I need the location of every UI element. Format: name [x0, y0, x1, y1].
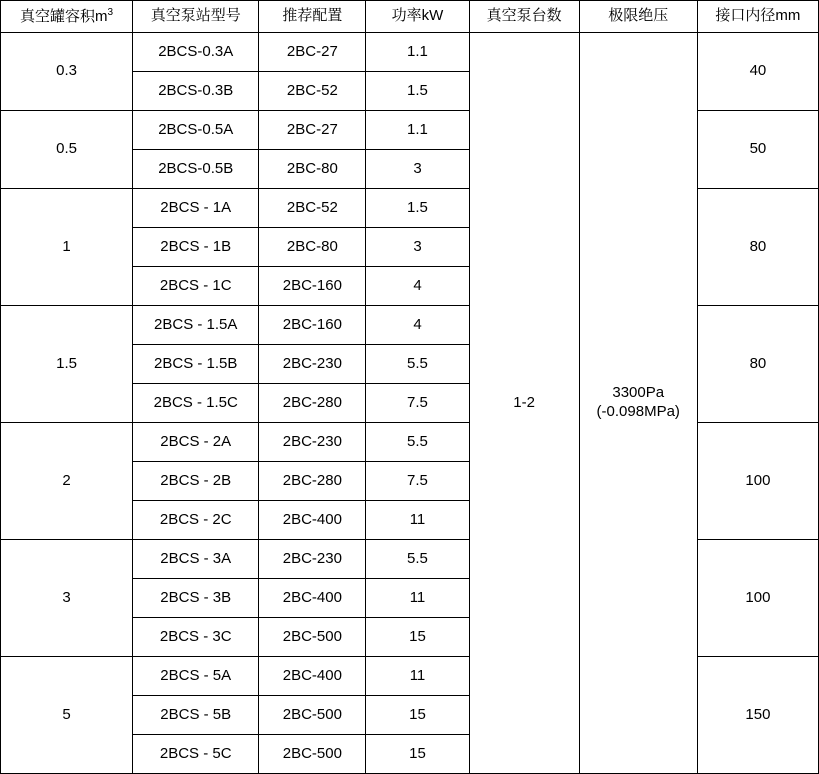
- cell-power: 15: [366, 696, 469, 735]
- cell-config: 2BC-160: [259, 306, 366, 345]
- cell-power: 11: [366, 657, 469, 696]
- cell-config: 2BC-400: [259, 501, 366, 540]
- cell-power: 11: [366, 501, 469, 540]
- cell-volume: 3: [1, 540, 133, 657]
- cell-diameter: 40: [697, 33, 818, 111]
- cell-power: 4: [366, 267, 469, 306]
- cell-model: 2BCS - 2B: [133, 462, 259, 501]
- header-cell-volume: [1, 1, 133, 33]
- cell-model: 2BCS-0.5A: [133, 111, 259, 150]
- cell-power: 7.5: [366, 462, 469, 501]
- cell-power: 5.5: [366, 423, 469, 462]
- header-cell-pump-count: 真空泵台数: [469, 1, 579, 33]
- header-cell-model: 真空泵站型号: [133, 1, 259, 33]
- cell-volume: 2: [1, 423, 133, 540]
- cell-volume: 5: [1, 657, 133, 774]
- cell-power: 5.5: [366, 540, 469, 579]
- table-body: [1, 33, 819, 774]
- cell-model: 2BCS - 1.5C: [133, 384, 259, 423]
- cell-power: 15: [366, 618, 469, 657]
- cell-diameter: 150: [697, 657, 818, 774]
- cell-config: 2BC-500: [259, 696, 366, 735]
- cell-power: 3: [366, 228, 469, 267]
- pressure-gauge-value: (-0.098MPa): [596, 403, 680, 420]
- cell-power: 1.1: [366, 111, 469, 150]
- cell-diameter: 100: [697, 423, 818, 540]
- cell-volume: 0.5: [1, 111, 133, 189]
- header-cell-config: 推荐配置: [259, 1, 366, 33]
- cell-model: 2BCS - 5B: [133, 696, 259, 735]
- table-row: [1, 33, 819, 72]
- cell-config: 2BC-52: [259, 189, 366, 228]
- pressure-value: 3300Pa: [612, 384, 665, 402]
- cell-power: 1.5: [366, 189, 469, 228]
- cell-diameter: 100: [697, 540, 818, 657]
- cell-model: 2BCS - 1A: [133, 189, 259, 228]
- cell-model: 2BCS - 1B: [133, 228, 259, 267]
- cell-config: 2BC-230: [259, 540, 366, 579]
- cell-config: 2BC-400: [259, 657, 366, 696]
- table-header: [1, 1, 819, 33]
- cell-model: 2BCS - 3C: [133, 618, 259, 657]
- header-sup-volume: 3: [107, 6, 114, 18]
- cell-config: 2BC-500: [259, 735, 366, 774]
- cell-model: 2BCS - 3A: [133, 540, 259, 579]
- cell-model: 2BCS - 5A: [133, 657, 259, 696]
- cell-config: 2BC-27: [259, 111, 366, 150]
- cell-config: 2BC-280: [259, 384, 366, 423]
- cell-diameter: 50: [697, 111, 818, 189]
- cell-config: 2BC-230: [259, 345, 366, 384]
- cell-power: 15: [366, 735, 469, 774]
- cell-diameter: 80: [697, 306, 818, 423]
- header-cell-pressure: 极限绝压: [579, 1, 697, 33]
- cell-config: 2BC-27: [259, 33, 366, 72]
- header-label-volume: 真空罐容积m: [20, 7, 108, 25]
- cell-model: 2BCS - 2C: [133, 501, 259, 540]
- cell-config: 2BC-160: [259, 267, 366, 306]
- header-cell-diameter: 接口内径mm: [697, 1, 818, 33]
- cell-model: 2BCS-0.3B: [133, 72, 259, 111]
- cell-power: 4: [366, 306, 469, 345]
- cell-model: 2BCS - 1.5A: [133, 306, 259, 345]
- cell-pump-count: 1-2: [469, 33, 579, 774]
- cell-model: 2BCS - 2A: [133, 423, 259, 462]
- table-header-row: [1, 1, 819, 33]
- cell-volume: 0.3: [1, 33, 133, 111]
- cell-model: 2BCS - 3B: [133, 579, 259, 618]
- cell-power: 5.5: [366, 345, 469, 384]
- cell-config: 2BC-500: [259, 618, 366, 657]
- cell-model: 2BCS-0.5B: [133, 150, 259, 189]
- cell-config: 2BC-80: [259, 150, 366, 189]
- cell-config: 2BC-400: [259, 579, 366, 618]
- cell-config: 2BC-80: [259, 228, 366, 267]
- cell-model: 2BCS-0.3A: [133, 33, 259, 72]
- cell-power: 1.5: [366, 72, 469, 111]
- cell-power: 1.1: [366, 33, 469, 72]
- cell-config: 2BC-230: [259, 423, 366, 462]
- cell-volume: 1: [1, 189, 133, 306]
- header-cell-power: 功率kW: [366, 1, 469, 33]
- cell-power: 11: [366, 579, 469, 618]
- cell-model: 2BCS - 1C: [133, 267, 259, 306]
- cell-model: 2BCS - 1.5B: [133, 345, 259, 384]
- cell-model: 2BCS - 5C: [133, 735, 259, 774]
- cell-config: 2BC-52: [259, 72, 366, 111]
- cell-config: 2BC-280: [259, 462, 366, 501]
- cell-power: 7.5: [366, 384, 469, 423]
- cell-power: 3: [366, 150, 469, 189]
- cell-pressure: [579, 33, 697, 774]
- cell-volume: 1.5: [1, 306, 133, 423]
- cell-diameter: 80: [697, 189, 818, 306]
